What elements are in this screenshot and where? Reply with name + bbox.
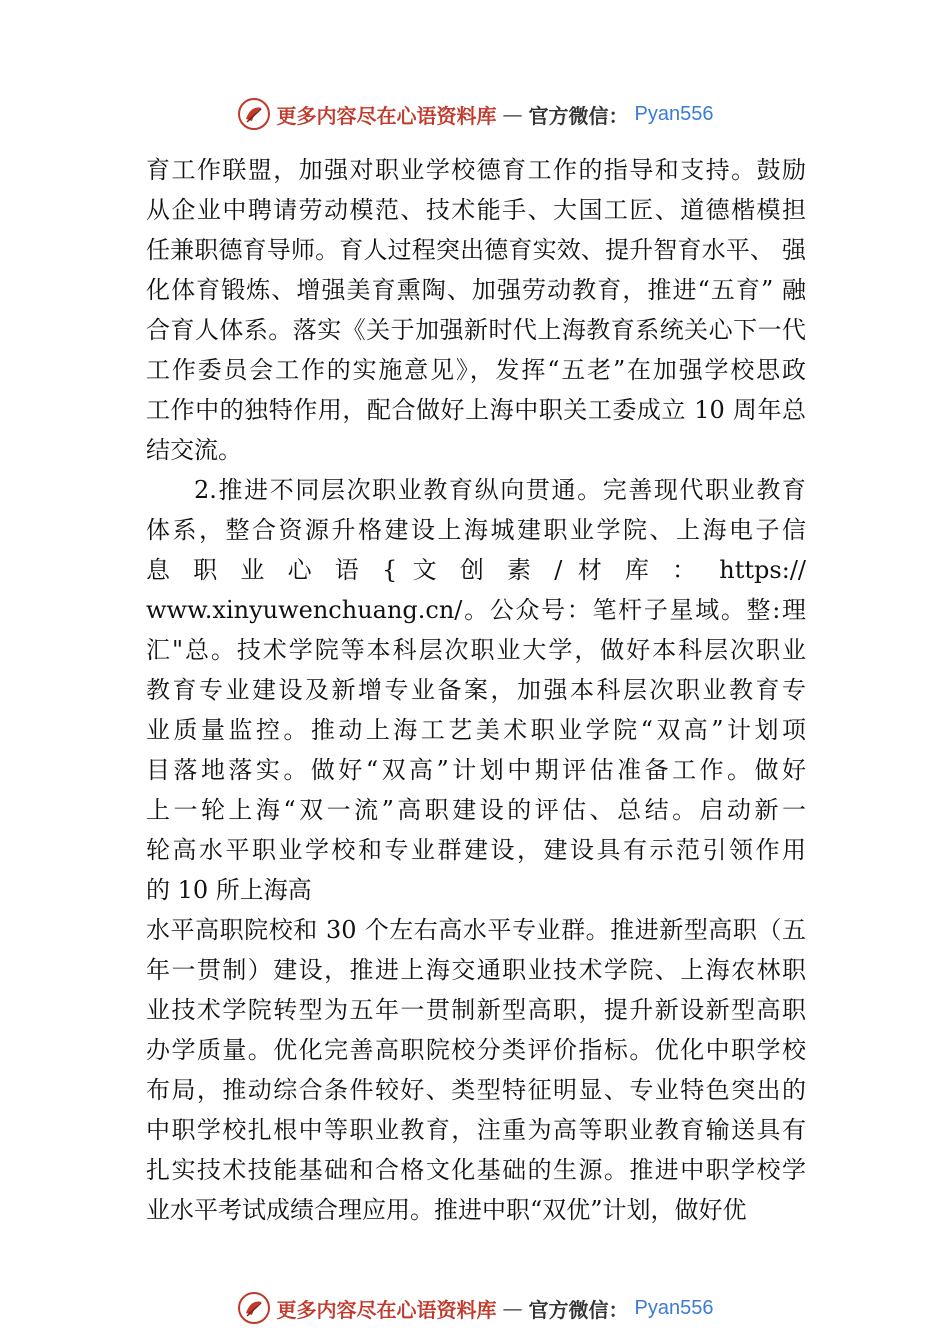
text-line: 合育人体系。落实《关于加强新时代上海教育系统关心下一代 (146, 316, 806, 344)
header-dash: — (502, 102, 523, 126)
header-label: 官方微信： (528, 103, 629, 128)
text-line: 的 10 所上海高 (146, 876, 312, 904)
text-line: 工作委员会工作的实施意见》，发挥“五老”在加强学校思政 (146, 356, 806, 384)
header-brand-text: 更多内容尽在心语资料库 (276, 103, 497, 128)
text-line: 结交流。 (146, 436, 242, 464)
text-line: 工作中的独特作用，配合做好上海中职关工委成立 10 周年总 (146, 396, 806, 424)
text-line: 中职学校扎根中等职业教育，注重为高等职业教育输送具有 (146, 1116, 806, 1144)
text-line: 育工作联盟，加强对职业学校德育工作的指导和支持。鼓励 (146, 156, 806, 184)
logo-icon (237, 1291, 271, 1325)
footer-watermark (0, 1288, 950, 1328)
text-line: 从企业中聘请劳动模范、技术能手、大国工匠、道德楷模担 (146, 196, 806, 224)
text-line: www.xinyuwenchuang.cn/。公众号：笔杆子星域。整:理 (146, 596, 806, 624)
text-line: 息 职 业 心 语 { 文 创 素 / 材 库 ： https:// (146, 556, 806, 584)
text-line: 水平高职院校和 30 个左右高水平专业群。推进新型高职（五 (146, 916, 806, 944)
text-line: 目落地落实。做好“双高”计划中期评估准备工作。做好 (146, 756, 806, 784)
text-line: 教育专业建设及新增专业备案，加强本科层次职业教育专 (146, 676, 806, 704)
text-line: 任兼职德育导师。育人过程突出德育实效、提升智育水平、 强 (146, 236, 806, 264)
logo-icon (237, 97, 271, 131)
footer-dash: — (502, 1296, 523, 1320)
text-line: 业技术学院转型为五年一贯制新型高职，提升新设新型高职 (146, 996, 806, 1024)
text-line: 轮高水平职业学校和专业群建设，建设具有示范引领作用 (146, 836, 806, 864)
text-line: 业水平考试成绩合理应用。推进中职“双优”计划，做好优 (146, 1196, 747, 1224)
footer-brand-text: 更多内容尽在心语资料库 (276, 1297, 497, 1322)
text-line: 扎实技术技能基础和合格文化基础的生源。推进中职学校学 (146, 1156, 806, 1184)
text-line: 汇"总。技术学院等本科层次职业大学，做好本科层次职业 (146, 636, 806, 664)
text-line: 化体育锻炼、增强美育熏陶、加强劳动教育，推进“五育” 融 (146, 276, 806, 304)
text-line: 体系，整合资源升格建设上海城建职业学院、上海电子信 (146, 516, 806, 544)
footer-wechat-id: Pyan556 (634, 1296, 714, 1319)
text-line: 业质量监控。推动上海工艺美术职业学院“双高”计划项 (146, 716, 806, 744)
text-line: 上一轮上海“双一流”高职建设的评估、总结。启动新一 (146, 796, 806, 824)
paragraph-heading: 2.推进不同层次职业教育纵向贯通。完善现代职业教育 (194, 476, 806, 504)
text-line: 布局，推动综合条件较好、类型特征明显、专业特色突出的 (146, 1076, 806, 1104)
header-wechat-id: Pyan556 (634, 102, 714, 125)
text-line: 办学质量。优化完善高职院校分类评价指标。优化中职学校 (146, 1036, 806, 1064)
text-line: 年一贯制）建设，推进上海交通职业技术学院、上海农林职 (146, 956, 806, 984)
document-body (146, 150, 806, 1230)
header-watermark (0, 94, 950, 134)
footer-label: 官方微信： (528, 1297, 629, 1322)
